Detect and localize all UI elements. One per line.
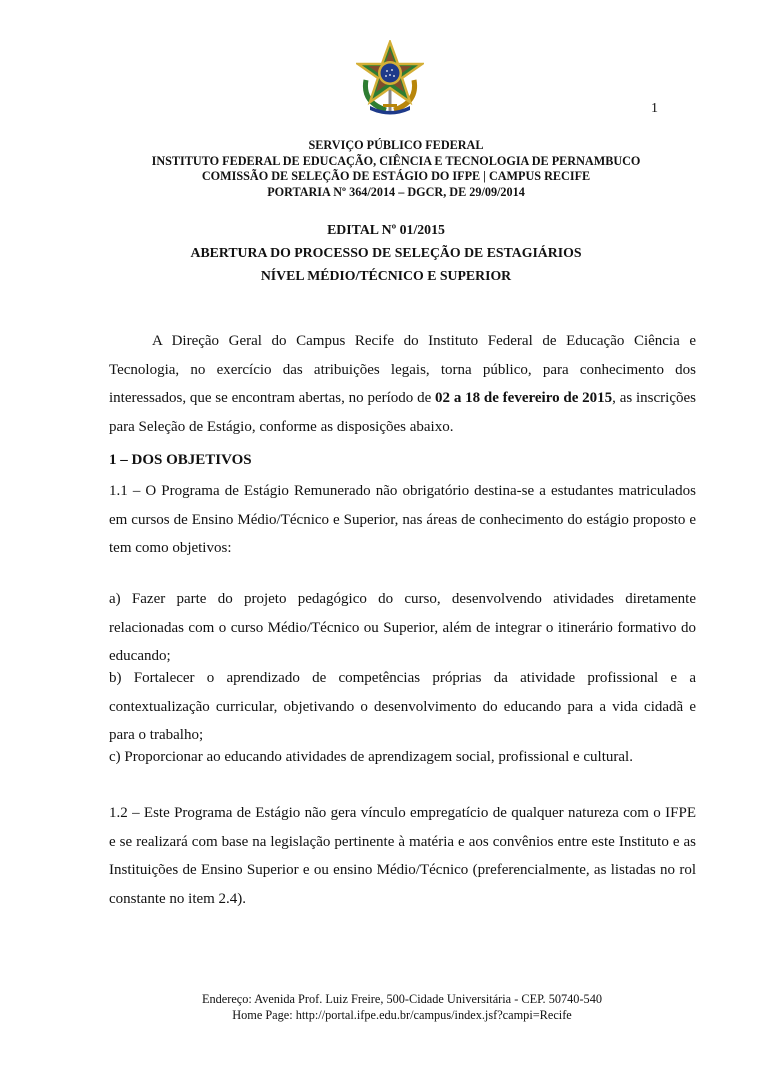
header-line: PORTARIA Nº 364/2014 – DGCR, DE 29/09/2014 (267, 184, 525, 199)
objective-a: a) Fazer parte do projeto pedagógico do curso, desenvolvendo atividades diretamente relacionadas com o curso Médio/Técnico ou Superior, além de integrar o itinerário formativo do educando; (109, 591, 696, 664)
header-line: INSTITUTO FEDERAL DE EDUCAÇÃO, CIÊNCIA E TECNOLOGIA DE PERNAMBUCO (151, 153, 641, 168)
item-1-1: 1.1 – O Programa de Estágio Remunerado não obrigatório destina-se a estudantes matriculados em cursos de Ensino Médio/Técnico e Superior, nas áreas de conhecimento do estágio proposto e tem como objetivos: (109, 483, 696, 556)
document-footer (0, 991, 768, 1023)
header-line: SERVIÇO PÚBLICO FEDERAL (308, 138, 484, 152)
intro-text-end: , as inscrições para Seleção de Estágio, conforme as disposições abaixo. (109, 390, 696, 435)
header-line: COMISSÃO DE SELEÇÃO DE ESTÁGIO DO IFPE | CAMPUS RECIFE (201, 169, 591, 183)
item-1-2: 1.2 – Este Programa de Estágio não gera vínculo empregatício de qualquer natureza com o IFPE e se realizará com base na legislação pertinente à matéria e aos convênios entre este Instituto e as Instituições de Ensino Superior e ou ensino Médio/Técnico (preferencialmente, as listadas no rol constante no item 2.4). (109, 805, 696, 907)
footer-homepage: Home Page: http://portal.ifpe.edu.br/campus/index.jsf?campi=Recife (232, 1008, 572, 1022)
edital-level: NÍVEL MÉDIO/TÉCNICO E SUPERIOR (260, 268, 512, 283)
section-heading: 1 – DOS OBJETIVOS (109, 452, 252, 468)
edital-subtitle: ABERTURA DO PROCESSO DE SELEÇÃO DE ESTAGIÁRIOS (190, 245, 582, 260)
edital-number: EDITAL Nº 01/2015 (327, 222, 445, 237)
page-number: 1 (651, 101, 658, 116)
intro-paragraph (109, 327, 696, 441)
registration-period: 02 a 18 de fevereiro de 2015 (435, 390, 613, 406)
document-header (0, 138, 768, 200)
edital-title-block (0, 218, 768, 287)
objective-b: b) Fortalecer o aprendizado de competências próprias da atividade profissional e a contextualização curricular, objetivando o desenvolvimento do educando para a vida cidadã e para o trabalho; (109, 670, 696, 743)
brazil-coat-of-arms-icon (356, 40, 424, 116)
objective-c: c) Proporcionar ao educando atividades de aprendizagem social, profissional e cultural. (109, 749, 633, 765)
intro-text: A Direção Geral do Campus Recife do Instituto Federal de Educação Ciência e Tecnologia, no exercício das atribuições legais, torna público, para conhecimento dos interessados, que se encontram abertas, no período de (109, 333, 696, 406)
footer-address: Endereço: Avenida Prof. Luiz Freire, 500-Cidade Universitária - CEP. 50740-540 (201, 992, 602, 1006)
